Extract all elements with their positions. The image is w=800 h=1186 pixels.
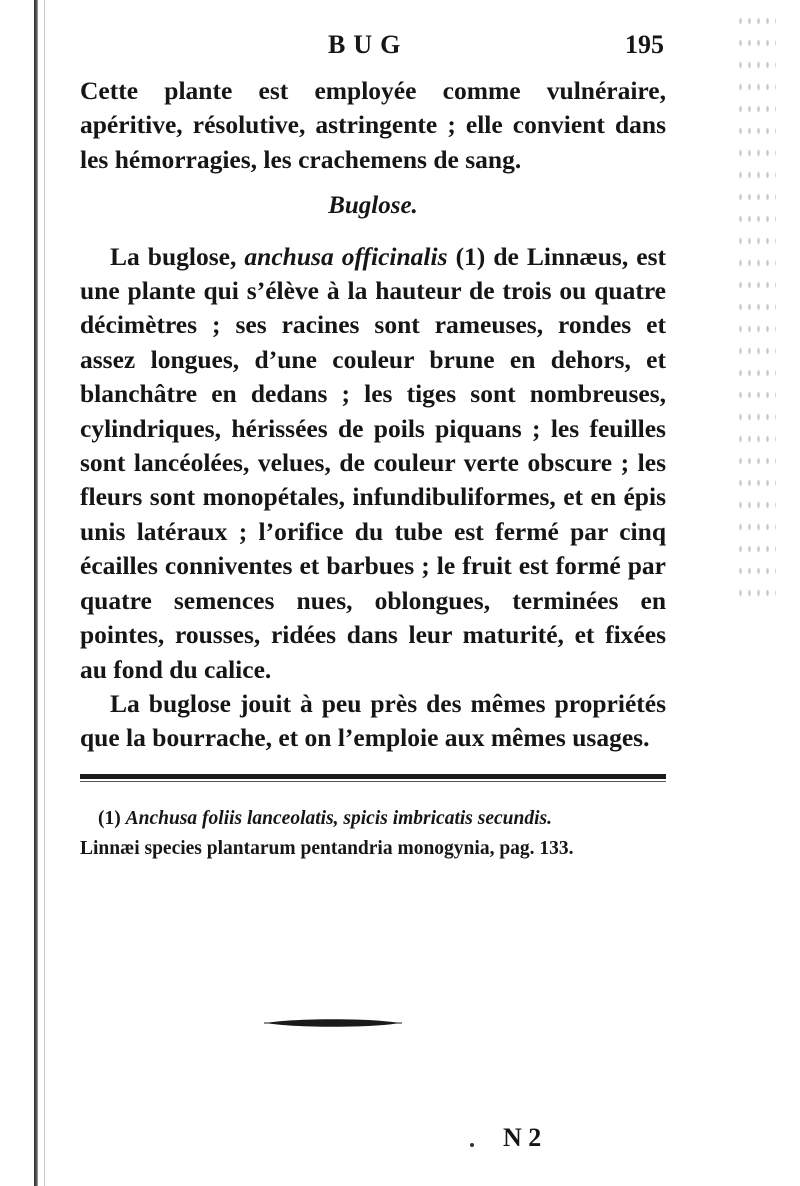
book-page (80, 30, 666, 864)
page-edge-marks (736, 10, 776, 610)
page-header (80, 30, 666, 74)
running-head: BUG (328, 30, 409, 59)
book-spine-edge (34, 0, 38, 1186)
ornamental-rule (264, 1017, 402, 1029)
section-title: Buglose. (328, 192, 418, 220)
paragraph-body: (1) de Linnæus, est une plante qui s’élève à la hauteur de trois ou quatre décimètres ; ses racines sont rameuses, rondes et assez longues, d’une couleur brune en dehors, et blanchâtre en dedans ; les tiges sont nombreuses, cylindriques, hérissées de poils piquans ; les feuilles sont lancéolées, velues, de couleur verte obscure ; les fleurs sont monopétales, infundibuliformes, et en épis unis latéraux ; l’orifice du tube est fermé par cinq écailles conniventes et barbues ; le fruit est formé par quatre semences nues, oblongues, terminées en pointes, rousses, ridées dans leur maturité, et fixées au fond du calice. (80, 241, 667, 684)
footnote (80, 804, 666, 864)
body-text (80, 74, 666, 756)
footnote-latin: Anchusa foliis lanceolatis, spicis imbricatis secundis. (125, 807, 552, 829)
description-paragraph (80, 240, 666, 687)
page-number: 195 (625, 30, 664, 59)
footnote-marker: (1) (98, 807, 126, 829)
page-speck (470, 1143, 474, 1147)
footnote-reference: Linnæi species plantarum pentandria monogynia, pag. 133. (80, 837, 574, 859)
gutter-line (44, 0, 45, 1186)
signature-mark: N 2 (503, 1123, 542, 1152)
footnote-separator (80, 774, 666, 779)
footnote-separator-thin (80, 781, 666, 782)
paragraph-lead: La buglose, (110, 241, 245, 271)
usage-paragraph: La buglose jouit à peu près des mêmes propriétés que la bourrache, et on l’emploie aux mêmes usages. (80, 688, 666, 753)
footnote-line-1 (80, 804, 666, 834)
species-name: anchusa officinalis (244, 241, 448, 271)
intro-paragraph: Cette plante est employée comme vulnéraire, apéritive, résolutive, astringente ; elle convient dans les hémorragies, les crachemens de sang. (80, 76, 666, 174)
